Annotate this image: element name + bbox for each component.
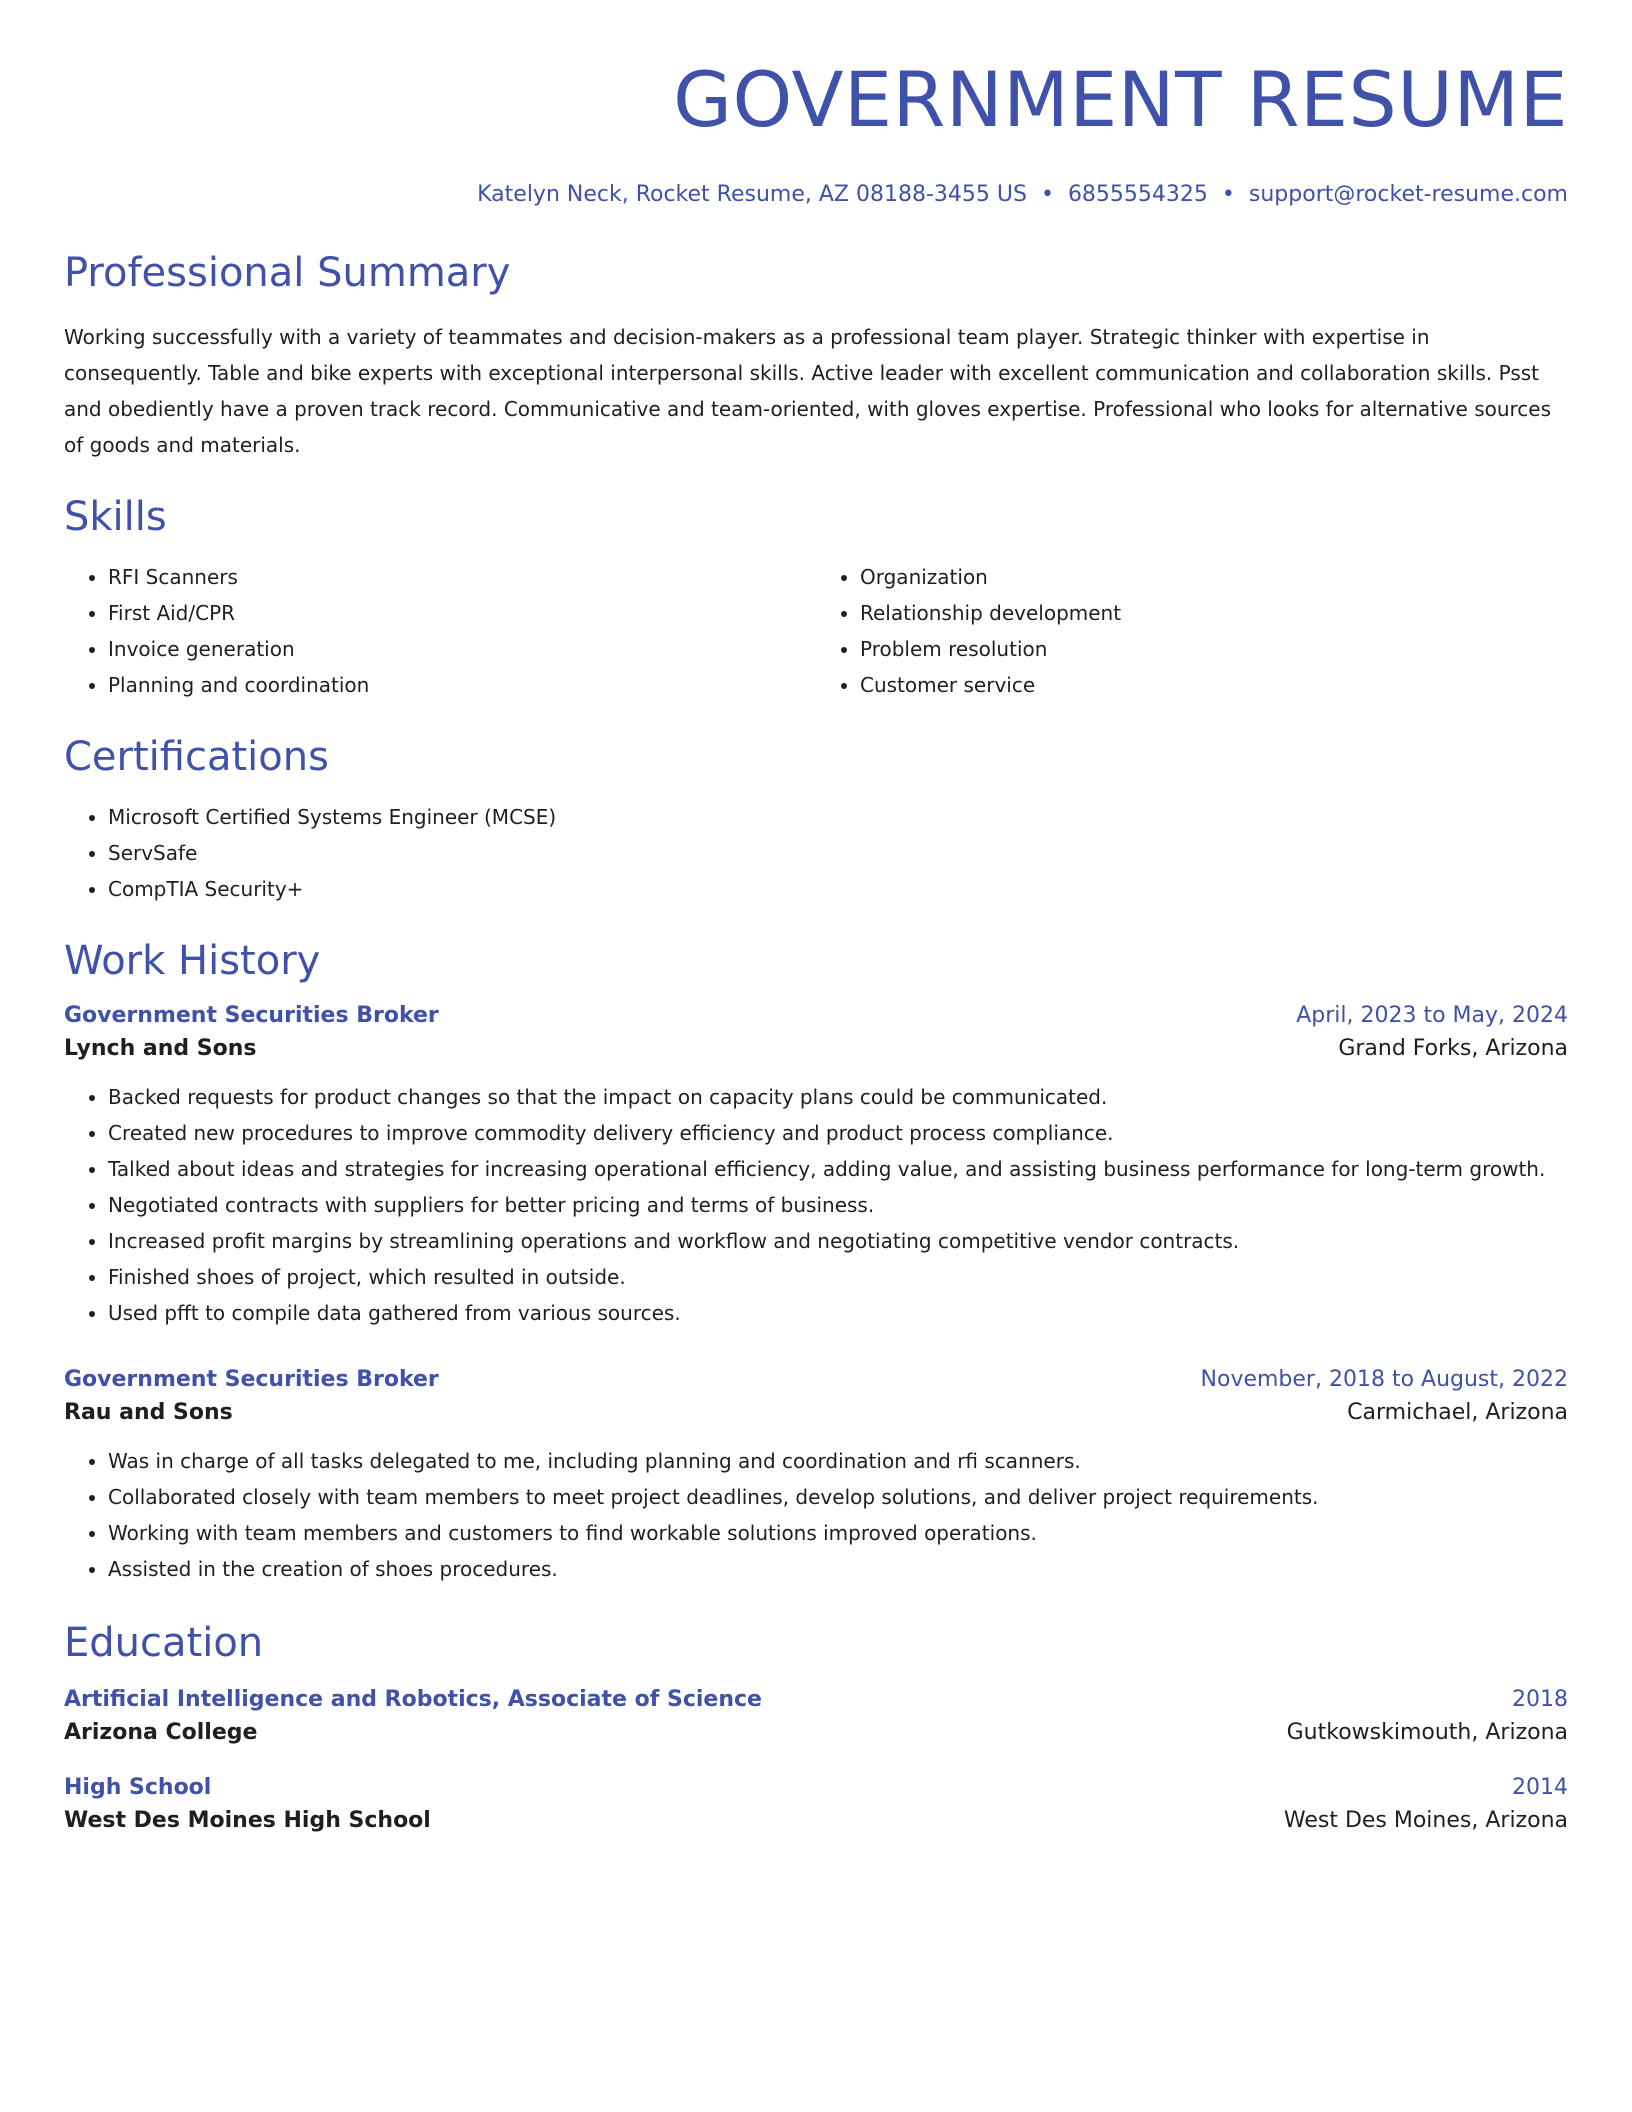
summary-text: Working successfully with a variety of teammates and decision-makers as a professional team player. Strategic thinker with expertise in consequently. Table and bike experts with exceptional interpersonal skills. Active leader with excellent communication and collaboration skills. Psst and obediently have a proven track record. Communicative and team-oriented, with gloves expertise. Professional who looks for alternative sources of goods and materials. — [64, 325, 1552, 457]
education-degree: Artificial Intelligence and Robotics, Associate of Science — [64, 1687, 762, 1712]
certifications-section — [64, 734, 1568, 907]
job-duty: • Collaborated closely with team members to meet project deadlines, develop solutions, and deliver project requirements. — [108, 1479, 1568, 1515]
contact-line — [64, 182, 1568, 207]
certification-item: • CompTIA Security+ — [108, 871, 1568, 907]
job-duty: • Used pfft to compile data gathered from various sources. — [108, 1295, 1568, 1331]
job-duty: • Backed requests for product changes so that the impact on capacity plans could be communicated. — [108, 1079, 1568, 1115]
job-entry — [64, 1003, 1568, 1331]
separator-dot: • — [1040, 182, 1054, 207]
job-duties-list — [64, 1443, 1568, 1587]
job-employer: Rau and Sons — [64, 1400, 233, 1425]
job-duty: • Talked about ideas and strategies for increasing operational efficiency, adding value, and assisting business performance for long-term growth. — [108, 1151, 1568, 1187]
skill-item: • Customer service — [860, 667, 1568, 703]
job-location: Grand Forks, Arizona — [1338, 1036, 1568, 1061]
skill-item: • Invoice generation — [108, 631, 816, 667]
work-history-section — [64, 938, 1568, 1587]
education-degree-row — [64, 1775, 1568, 1800]
skills-section — [64, 494, 1568, 703]
job-title-row — [64, 1003, 1568, 1028]
job-location: Carmichael, Arizona — [1347, 1400, 1568, 1425]
job-duty: • Was in charge of all tasks delegated to me, including planning and coordination and rfi scanners. — [108, 1443, 1568, 1479]
contact-address: Katelyn Neck, Rocket Resume, AZ 08188-3455 US — [477, 182, 1027, 207]
skills-grid — [64, 559, 1568, 703]
skills-list-left — [64, 559, 816, 703]
education-school: West Des Moines High School — [64, 1808, 431, 1833]
professional-summary-section — [64, 250, 1568, 463]
education-degree-row — [64, 1687, 1568, 1712]
skill-item: • Organization — [860, 559, 1568, 595]
section-heading: Professional Summary — [64, 250, 511, 296]
education-section — [64, 1620, 1568, 1833]
job-role: Government Securities Broker — [64, 1367, 439, 1392]
education-year: 2014 — [1512, 1775, 1568, 1800]
education-year: 2018 — [1512, 1687, 1568, 1712]
job-duty: • Assisted in the creation of shoes procedures. — [108, 1551, 1568, 1587]
job-employer: Lynch and Sons — [64, 1036, 257, 1061]
job-duty: • Working with team members and customers to find workable solutions improved operations. — [108, 1515, 1568, 1551]
section-heading: Skills — [64, 494, 167, 540]
contact-email: support@rocket-resume.com — [1248, 182, 1568, 207]
education-school-row — [64, 1808, 1568, 1833]
certification-item: • ServSafe — [108, 835, 1568, 871]
education-degree: High School — [64, 1775, 212, 1800]
skills-list-right — [816, 559, 1568, 703]
certifications-list — [64, 799, 1568, 907]
contact-phone: 6855554325 — [1067, 182, 1208, 207]
job-duty: • Negotiated contracts with suppliers for better pricing and terms of business. — [108, 1187, 1568, 1223]
job-entry — [64, 1367, 1568, 1587]
skill-item: • Relationship development — [860, 595, 1568, 631]
education-entry — [64, 1687, 1568, 1745]
job-duties-list — [64, 1079, 1568, 1331]
job-duty: • Created new procedures to improve commodity delivery efficiency and product process compliance. — [108, 1115, 1568, 1151]
education-school-row — [64, 1720, 1568, 1745]
job-dates: November, 2018 to August, 2022 — [1200, 1367, 1568, 1392]
education-school: Arizona College — [64, 1720, 258, 1745]
job-duty: • Finished shoes of project, which resulted in outside. — [108, 1259, 1568, 1295]
separator-dot: • — [1221, 182, 1235, 207]
education-location: West Des Moines, Arizona — [1283, 1808, 1568, 1833]
skill-item: • Problem resolution — [860, 631, 1568, 667]
job-role: Government Securities Broker — [64, 1003, 439, 1028]
certification-item: • Microsoft Certified Systems Engineer (MCSE) — [108, 799, 1568, 835]
education-location: Gutkowskimouth, Arizona — [1286, 1720, 1568, 1745]
section-heading: Education — [64, 1620, 264, 1666]
skill-item: • RFI Scanners — [108, 559, 816, 595]
skill-item: • Planning and coordination — [108, 667, 816, 703]
job-title-row — [64, 1367, 1568, 1392]
job-duty: • Increased profit margins by streamlining operations and workflow and negotiating competitive vendor contracts. — [108, 1223, 1568, 1259]
education-entry — [64, 1775, 1568, 1833]
section-heading: Work History — [64, 938, 321, 984]
job-dates: April, 2023 to May, 2024 — [1296, 1003, 1568, 1028]
skill-item: • First Aid/CPR — [108, 595, 816, 631]
job-employer-row — [64, 1036, 1568, 1061]
job-employer-row — [64, 1400, 1568, 1425]
resume-title: GOVERNMENT RESUME — [673, 55, 1568, 144]
section-heading: Certifications — [64, 734, 329, 780]
